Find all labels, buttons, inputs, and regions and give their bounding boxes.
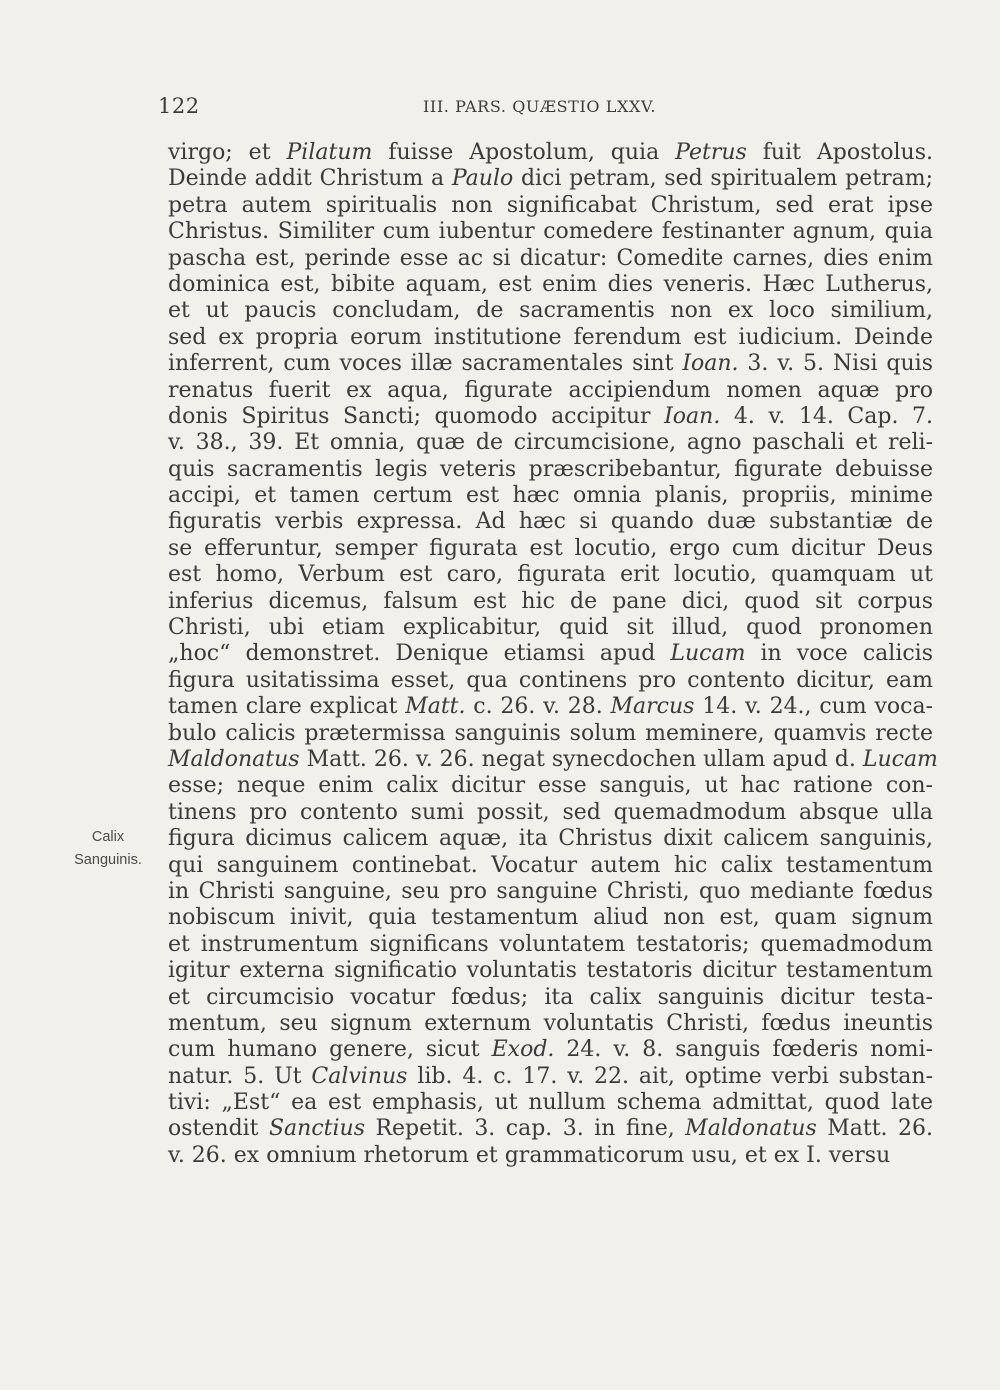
italic-reference: Maldonatus: [168, 746, 300, 772]
text-line: [168, 589, 933, 615]
text-line: [168, 879, 933, 905]
text-run: dici petram, sed spiritualem petram;: [513, 166, 933, 192]
text-run: ostendit: [168, 1116, 269, 1142]
text-line: [168, 800, 933, 826]
text-line: [168, 1064, 933, 1090]
text-line: [168, 140, 933, 166]
margin-note-line: Sanguinis.: [74, 852, 142, 868]
text-line: [168, 1090, 933, 1116]
text-run: Repetit. 3. cap. 3. in fine,: [365, 1116, 686, 1142]
text-run: tamen clare explicat: [168, 694, 406, 720]
text-line: [168, 430, 933, 456]
text-run: sed ex propria eorum institutione ferendum est iudicium. Deinde: [168, 324, 933, 350]
text-run: v. 38., 39. Et omnia, quæ de circumcisione, agno paschali et reli-: [168, 430, 933, 456]
text-run: accipi, et tamen certum est hæc omnia planis, propriis, minime: [168, 483, 933, 509]
text-line: [168, 958, 933, 984]
italic-reference: Ioan.: [664, 403, 721, 429]
text-run: igitur externa significatio voluntatis testatoris dicitur testamentum: [168, 958, 933, 984]
text-line: [168, 1143, 933, 1169]
italic-reference: Paulo: [451, 166, 514, 192]
text-line: [168, 325, 933, 351]
text-run: 3. v. 5. Nisi quis: [738, 351, 934, 377]
text-line: [168, 193, 933, 219]
text-line: [168, 905, 933, 931]
margin-note-line: Calix: [91, 829, 125, 845]
italic-reference: Pilatum: [286, 140, 373, 165]
text-line: [168, 1037, 933, 1063]
text-run: nobiscum inivit, quia testamentum aliud non est, quam signum: [168, 905, 933, 931]
text-line: [168, 404, 933, 430]
italic-reference: Petrus: [675, 140, 747, 165]
text-line: [168, 1011, 933, 1037]
text-run: qui sanguinem continebat. Vocatur autem hic calix testamentum: [168, 852, 933, 878]
text-line: [168, 746, 938, 773]
text-line: [168, 351, 933, 377]
text-line: [168, 246, 933, 272]
text-run: bulo calicis prætermissa sanguinis solum meminere, quamvis recte: [168, 720, 933, 746]
text-run: quis sacramentis legis veteris præscribebantur, figurate debuisse: [168, 456, 933, 482]
text-line: [168, 219, 933, 245]
text-run: tivi: „Est“ ea est emphasis, ut nullum schema admittat, quod late: [168, 1090, 933, 1116]
text-run: et circumcisio vocatur fœdus; ita calix sanguinis dicitur testa-: [168, 984, 933, 1010]
text-line: [168, 272, 933, 298]
italic-reference: Maldonatus: [685, 1116, 817, 1142]
italic-reference: Lucam: [670, 641, 746, 667]
text-line: [168, 641, 933, 667]
text-line: [168, 773, 933, 799]
italic-reference: Ioan.: [682, 351, 739, 377]
text-run: et instrumentum significans voluntatem testatoris; quemadmodum: [168, 931, 933, 957]
text-run: lib. 4. c. 17. v. 22. ait, optime verbi substan-: [407, 1063, 933, 1089]
italic-reference: Sanctius: [268, 1116, 365, 1142]
text-line: [168, 1116, 933, 1142]
text-run: natur. 5. Ut: [168, 1063, 312, 1089]
text-run: 4. v. 14. Cap. 7.: [720, 403, 933, 429]
text-run: inferius dicemus, falsum est hic de pane dici, quod sit corpus: [168, 588, 933, 614]
italic-reference: Calvinus: [311, 1063, 408, 1089]
text-line: [168, 985, 933, 1011]
text-line: [168, 166, 933, 192]
italic-reference: Marcus: [610, 694, 695, 720]
text-line: [168, 509, 933, 535]
text-run: 14. v. 24., cum voca-: [694, 694, 933, 720]
text-line: [168, 853, 933, 879]
text-line: [168, 615, 933, 641]
text-run: renatus fuerit ex aqua, figurate accipiendum nomen aquæ pro: [168, 377, 933, 403]
text-run: Deinde addit Christum a: [168, 166, 452, 192]
text-run: fuit Apostolus.: [746, 140, 933, 165]
text-run: donis Spiritus Sancti; quomodo accipitur: [168, 403, 665, 429]
text-run: tinens pro contento sumi possit, sed quemadmodum absque ulla: [168, 799, 933, 825]
text-line: [168, 694, 933, 720]
text-run: v. 26. ex omnium rhetorum et grammaticorum usu, et ex I. versu: [168, 1142, 891, 1168]
italic-reference: Matt.: [405, 694, 466, 720]
text-run: 24. v. 8. sanguis fœderis nomi-: [554, 1037, 933, 1063]
text-run: figuratis verbis expressa. Ad hæc si quando duæ substantiæ de: [168, 509, 933, 535]
italic-reference: Exod.: [491, 1037, 555, 1063]
text-line: [168, 721, 933, 747]
text-run: figura dicimus calicem aquæ, ita Christus dixit calicem sanguinis,: [168, 826, 933, 852]
text-run: Christi, ubi etiam explicabitur, quid sit illud, quod pronomen: [168, 615, 933, 641]
text-line: [168, 668, 933, 694]
text-run: se efferuntur, semper figurata est locutio, ergo cum dicitur Deus: [168, 535, 933, 561]
text-line: [168, 562, 933, 588]
text-run: in Christi sanguine, seu pro sanguine Christi, quo mediante fœdus: [168, 878, 933, 904]
text-line: [168, 378, 933, 404]
text-run: virgo; et: [168, 140, 287, 165]
text-run: dominica est, bibite aquam, est enim dies veneris. Hæc Lutherus,: [168, 271, 933, 297]
text-line: [168, 536, 933, 562]
text-line: [168, 932, 933, 958]
text-run: in voce calicis: [745, 641, 933, 667]
text-run: esse; neque enim calix dicitur esse sanguis, ut hac ratione con-: [168, 773, 933, 799]
text-run: figura usitatissima esset, qua continens pro contento dicitur, eam: [168, 667, 933, 693]
text-run: fuisse Apostolum, quia: [372, 140, 676, 165]
italic-reference: Lucam: [862, 746, 938, 772]
text-line: [168, 298, 933, 324]
body-text: [168, 140, 938, 1169]
text-run: Matt. 26. v. 26. negat synecdochen ullam apud d.: [299, 746, 863, 772]
text-run: et ut paucis concludam, de sacramentis non ex loco similium,: [168, 298, 933, 324]
page-number: 122: [158, 94, 200, 118]
text-line: [168, 483, 933, 509]
text-run: Matt. 26.: [816, 1116, 933, 1142]
text-line: [168, 826, 933, 852]
running-head: III. PARS. QUÆSTIO LXXV.: [423, 97, 657, 116]
text-run: cum humano genere, sicut: [168, 1037, 492, 1063]
text-run: petra autem spiritualis non significabat Christum, sed erat ipse: [168, 192, 933, 218]
text-run: est homo, Verbum est caro, figurata erit locutio, quamquam ut: [168, 562, 933, 588]
text-run: c. 26. v. 28.: [465, 694, 611, 720]
margin-note: [58, 826, 158, 872]
text-line: [168, 457, 933, 483]
text-run: pascha est, perinde esse ac si dicatur: Comedite carnes, dies enim: [168, 245, 933, 271]
text-run: inferrent, cum voces illæ sacramentales sint: [168, 351, 683, 377]
text-run: Christus. Similiter cum iubentur comedere festinanter agnum, quia: [168, 219, 933, 245]
text-run: „hoc“ demonstret. Denique etiamsi apud: [168, 641, 671, 667]
page-header: [158, 94, 928, 124]
text-run: mentum, seu signum externum voluntatis Christi, fœdus ineuntis: [168, 1010, 933, 1036]
